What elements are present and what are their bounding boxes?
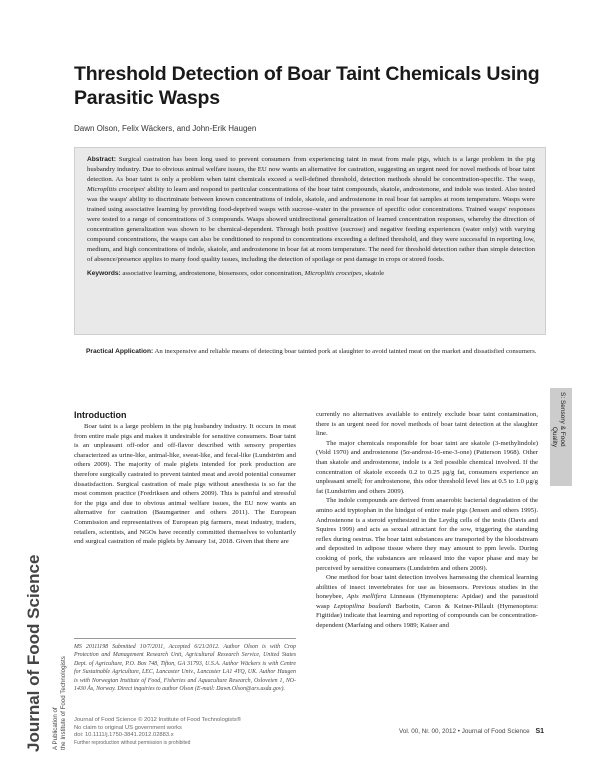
sidebar-journal-title: Journal of Food Science (24, 554, 43, 752)
abstract-species-name: Microplitis croceipes (87, 186, 145, 193)
practical-application (86, 347, 544, 357)
practical-text: An inexpensive and reliable means of detecting boar tainted pork at slaughter to avoid tainted meat on the market and dissatisfied consumers. (154, 348, 537, 355)
keywords-text-part2: , skatole (361, 270, 385, 277)
author-list: Dawn Olson, Felix Wäckers, and John-Erik Haugen (74, 124, 257, 133)
intro-p4-species-2: Leptopilina boulardi (333, 602, 392, 610)
keywords-label: Keywords: (87, 270, 121, 277)
footer-journal: Journal of Food Science (461, 728, 530, 735)
footer-doi[interactable]: doi: 10.1111/j.1750-3841.2012.02883.x (74, 732, 174, 739)
footer-copyright-block (74, 717, 324, 747)
body-column-right (316, 410, 538, 631)
sidebar-publisher (52, 656, 68, 750)
sidebar-publisher-line2: the Institute of Food Technologists (60, 656, 67, 750)
practical-label: Practical Application: (86, 348, 154, 355)
intro-p4-part2: Linneaus (Hymenoptera: Apidae) and the parasitoid wasp (316, 593, 539, 610)
section-tab (550, 388, 572, 486)
intro-paragraph-2: The major chemicals responsible for boar taint are skatole (3-methylindole) (Vold 1970) and androstenone (5α-androst-16-ene-3-one) (Patterson 1968). Other than skatole and androstenone, indole is a 3rd possible chemical involved. If the concentration of skatole exceeds 0.2 to 0.25 μg/g fat, consumers experience an unpleasant smell; for androstenone, this odor threshold level lies at 0.5 to 1.0 μg/g fat (Lundström and others 2009). (316, 439, 538, 495)
body-column-left (74, 410, 296, 547)
keywords-species-name: Microplitis croceipes (304, 270, 362, 277)
keywords-line (87, 269, 535, 279)
section-tab-line1: S: Sensory & Food (559, 392, 566, 447)
page-number: S1 (535, 728, 544, 735)
footer-claim: No claim to original US government works (74, 724, 182, 731)
abstract-label: Abstract: (87, 156, 116, 163)
abstract-text-part2: ' ability to learn and respond to particular concentrations of the boar taint compounds, skatole, androstenone, and indole was tested. Also tested was the wasps' ability to discriminate between known concentrations of indole, skatole, and androstenone in real boar fat samples at room temperature. Wasps were trained using associative learning by providing food-deprived wasps with sucrose–water in the presence of specific odor concentrations. Trained wasps' responses were tested to a range of concentrations of 3 compounds. Wasps showed unidirectional generalization of learned concentration responses, whereby the direction of concentration generalization was shown to be chemical-dependent. Through both positive (sucrose) and negative feeding experiences (water only) with varying compound concentrations, the wasps can also be conditioned to respond to concentrations exceeding a defined threshold, and they were successful in reporting low, medium, and high concentrations of indole, skatole, and androstenone in boar fat at room temperature. The need for threshold detection rather than simple detection of absence/presence applies to many food quality issues, including the detection of spoilage or pest damage in crops or stored foods. (87, 186, 535, 263)
keywords-text-part1: associative learning, androstenone, biosensors, odor concentration, (122, 270, 303, 277)
footer-separator: • (457, 728, 462, 735)
footer-volume: Vol. 00, Nr. 00, 2012 (398, 728, 457, 735)
abstract-box (74, 147, 546, 335)
sidebar-publisher-line1: A Publication of (52, 707, 59, 750)
intro-paragraph-3: The indole compounds are derived from anaerobic bacterial degradation of the amino acid tryptophan in the hindgut of entire male pigs (Jensen and others 1995). Androstenone is a steroid synthesized in the Leydig cells of the testis (Davis and Squires 1999) and acts as sexual attractant for the sow, triggering the standing reflex during oestrus. The boar taint substances are transported by the bloodstream and deposited in adipose tissue where they may amount to ppm levels. During cooking of pork, the substances are released into the vapor phase and may be perceived by sensitive consumers (Lundström and others 2009). (316, 497, 538, 572)
introduction-heading: Introduction (74, 410, 127, 420)
section-tab-line2: Quality (551, 426, 558, 448)
intro-paragraph-continued: currently no alternatives available to entirely exclude boar taint contamination, there is an urgent need for novel methods of boar taint detection at the slaughter line. (316, 411, 538, 438)
footer-permission: Further reproduction without permission is prohibited (74, 739, 191, 746)
intro-p4-part1: One method for boar taint detection involves harnessing the chemical learning abilities of insect invertebrates for use as biosensors. Previous studies in the honeybee, (316, 574, 538, 601)
intro-paragraph-4 (316, 573, 538, 631)
intro-paragraph-1: Boar taint is a large problem in the pig husbandry industry. It occurs in meat from entire male pigs and makes it undesirable for sensitive consumers. Boar taint is an unpleasant off-odor and off-flavor described with sensory properties characterized as urine-like, animal-like, sweat-like, and fecal-like (Lundström and others 2009). The majority of male piglets intended for pork production are therefore surgically castrated to prevent tainted meat and avoid potential consumer dissatisfaction. Surgical castration of male pigs without anesthesia is so far the most common practice (Fredriksen and others 2009). This is painful and stressful for the pigs and due to obvious animal welfare issues, the EU now wants an alternative for castration (Baumgartner and others 2011). The European Commission and representatives of European pig farmers, meat industry, traders, retailers, scientists, and NGOs have recently committed themselves to voluntarily end surgical castration of male piglets by January 1st, 2018. Given that there are (74, 423, 296, 546)
section-tab-label (550, 392, 566, 482)
abstract-text-part1: Surgical castration has been long used to prevent consumers from experiencing taint in meat from male pigs, which is a large problem in the pig husbandry industry. Due to obvious animal welfare issues, the EU now wants an alternative for castration, suggesting an urgent need for novel methods of boar taint detection. As boar taint is only a problem when taint chemicals exceed a well-defined threshold, detection methods should be concentration-specific. The wasp, (87, 156, 536, 183)
journal-sidebar (20, 554, 70, 756)
footer-copyright: Journal of Food Science © 2012 Institute of Food Technologists® (74, 717, 241, 723)
intro-p4-part3: Barbotin, Caron & Keiner-Pillault (Hymenoptera: Figitidae) indicate that learning and reporting of compounds can be concentration-dependent (Marfaing and others 1989; Kaiser and (316, 602, 538, 630)
intro-p4-species-1: Apis mellifera (346, 593, 387, 601)
abstract-paragraph (87, 155, 535, 265)
footer-page-info (364, 728, 544, 735)
author-footnote: MS 20111198 Submitted 10/7/2011, Accepted 6/21/2012. Author Olson is with Crop Protection and Management Research Unit, Agricultural Research Service, United States Dept. of Agriculture, P.O. Box 748, Tifton, GA 31793, U.S.A. Author Wäckers is with Centre for Sustainable Agriculture, LEC, Lancaster Univ., Lancaster LA1 4YQ, UK. Author Haugen is with Norwegian Institute of Food, Fisheries and Aquaculture Research, Osloveien 1, NO-1430 Ås, Norway. Direct inquiries to author Olson (E-mail: Dawn.Olson@ars.usda.gov). (74, 638, 296, 693)
article-title: Threshold Detection of Boar Taint Chemicals Using Parasitic Wasps (74, 63, 540, 109)
